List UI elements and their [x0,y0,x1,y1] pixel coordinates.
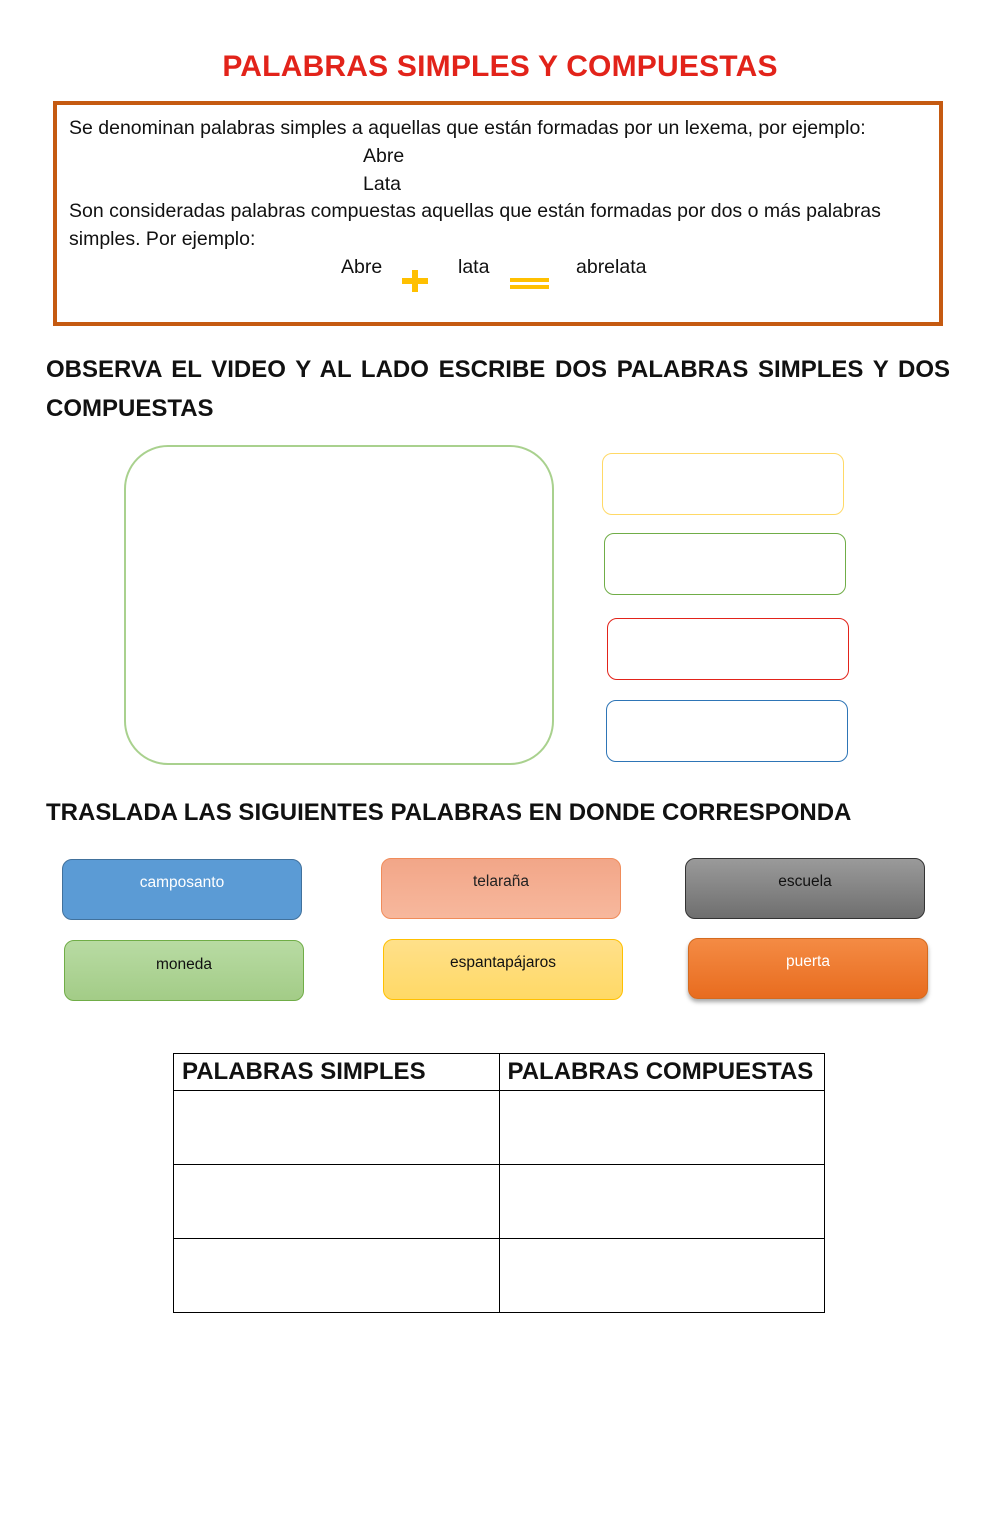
word-chip-espantapajaros[interactable]: espantapájaros [383,939,623,1000]
drop-cell-simple[interactable] [174,1239,500,1313]
plus-icon [402,269,430,293]
header-simple-words: PALABRAS SIMPLES [174,1054,500,1091]
drop-cell-compound[interactable] [499,1239,825,1313]
answer-box-2[interactable] [604,533,846,595]
section-heading-sort: TRASLADA LAS SIGUIENTES PALABRAS EN DONDE CORRESPONDA [46,799,852,826]
video-frame[interactable] [124,445,554,765]
answer-box-1[interactable] [602,453,844,515]
table-header-row [174,1054,825,1091]
header-compound-words: PALABRAS COMPUESTAS [499,1054,825,1091]
classification-table [173,1053,825,1313]
drop-cell-simple[interactable] [174,1091,500,1165]
table-row [174,1239,825,1313]
word-chip-moneda[interactable]: moneda [64,940,304,1001]
definition-compound-text: Son consideradas palabras compuestas aquellas que están formadas por dos o más palabras [69,200,881,222]
word-chip-camposanto[interactable]: camposanto [62,859,302,920]
compound-part-1: Abre [341,256,383,278]
page-title: PALABRAS SIMPLES Y COMPUESTAS [222,50,778,83]
table-row [174,1091,825,1165]
example-simple-word: Lata [363,173,401,195]
drop-cell-compound[interactable] [499,1091,825,1165]
equals-icon [510,276,550,292]
example-simple-word: Abre [363,145,405,167]
compound-result: abrelata [576,256,647,278]
section-heading-video-cont: COMPUESTAS [46,395,214,422]
answer-box-3[interactable] [607,618,849,680]
drop-cell-simple[interactable] [174,1165,500,1239]
drop-cell-compound[interactable] [499,1165,825,1239]
definition-compound-text-cont: simples. Por ejemplo: [69,228,256,250]
section-heading-video: OBSERVA EL VIDEO Y AL LADO ESCRIBE DOS PALABRAS SIMPLES Y DOS [46,356,950,383]
word-chip-telarana[interactable]: telaraña [381,858,621,919]
word-chip-puerta[interactable]: puerta [688,938,928,999]
definition-simple-text: Se denominan palabras simples a aquellas que están formadas por un lexema, por ejemplo: [69,117,866,139]
answer-box-4[interactable] [606,700,848,762]
compound-part-2: lata [458,256,490,278]
table-row [174,1165,825,1239]
word-chip-escuela[interactable]: escuela [685,858,925,919]
